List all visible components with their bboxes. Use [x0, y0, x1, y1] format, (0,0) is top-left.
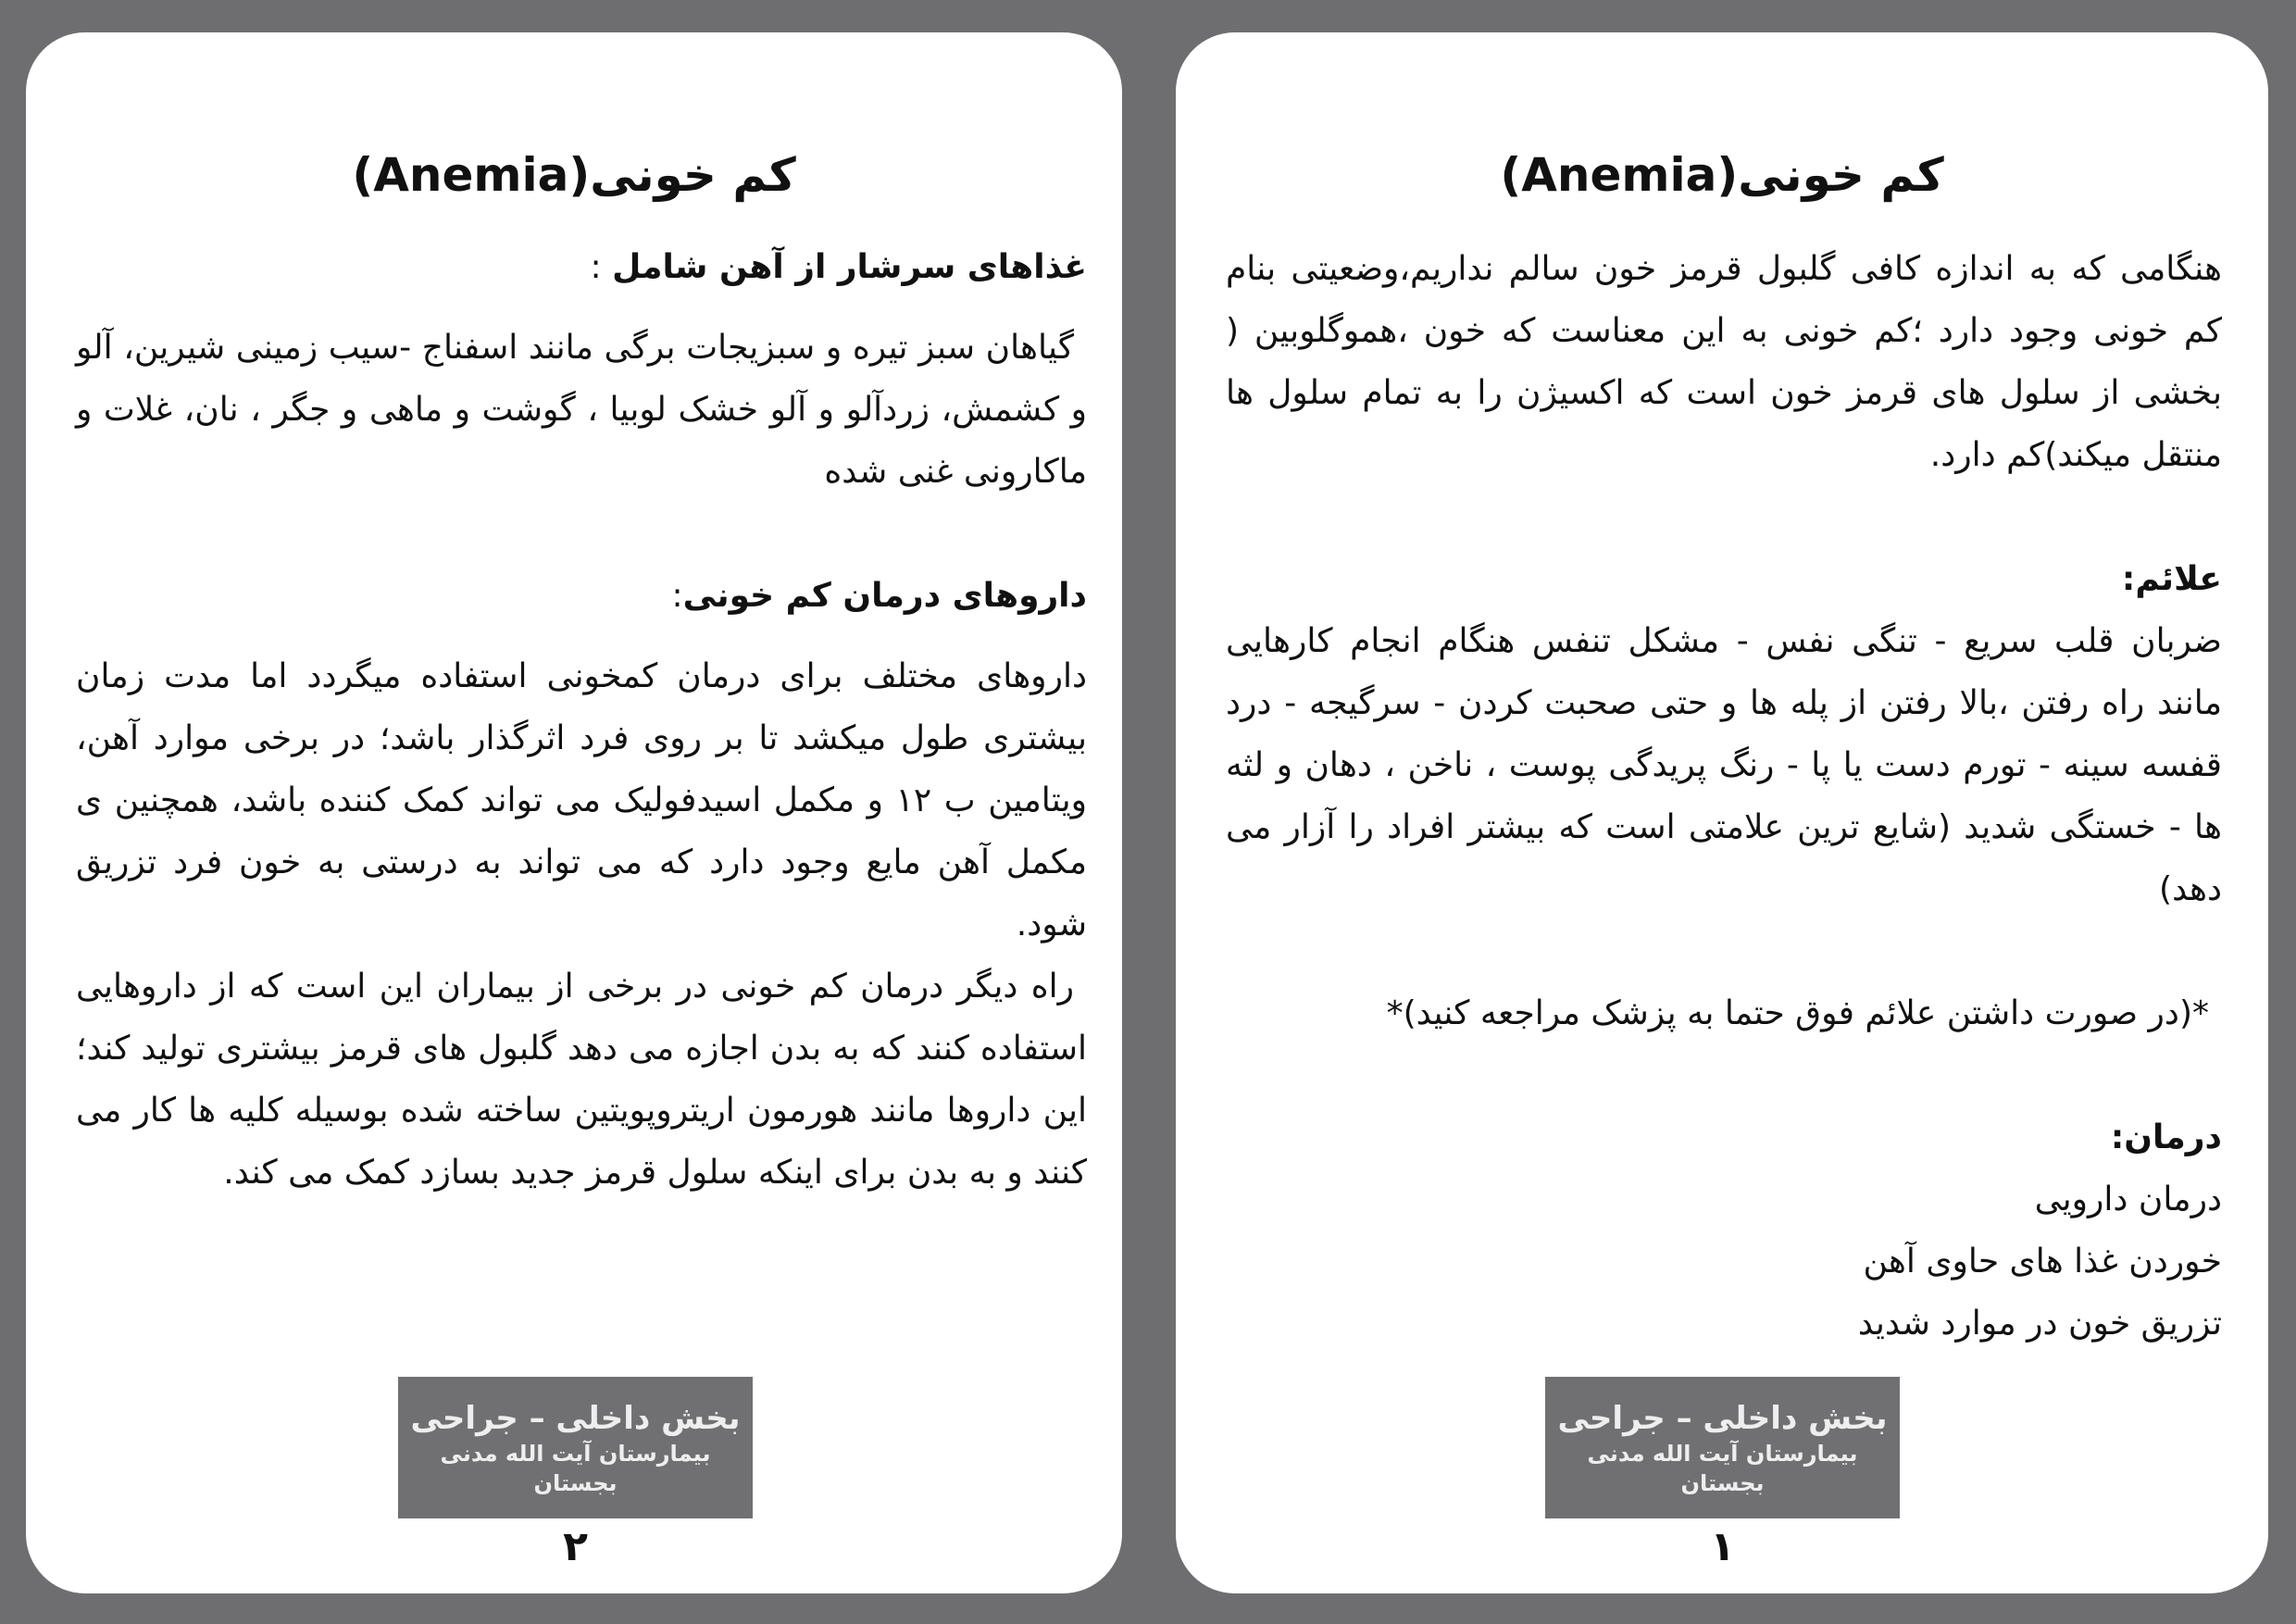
hospital-footer-box — [1545, 1377, 1900, 1518]
warning-note: *(در صورت داشتن علائم فوق حتما به پزشک مراجعه کنید)* — [1386, 994, 2209, 1032]
drugs-paragraph: داروهای مختلف برای درمان کمخونی استفاده میگردد اما مدت زمان بیشتری طول میکشد تا بر روی فرد اثرگذار باشد؛ در برخی موارد آهن، ویتامین ب ۱۲ و مکمل اسیدفولیک می تواند کمک کننده باشد، همچنین ی مکمل آهن مایع وجود دارد که می تواند به درستی به خون فرد تزریق شود. — [76, 657, 1087, 943]
drugs-colon: : — [671, 577, 683, 615]
department-label: بخش داخلی – جراحی — [1557, 1399, 1888, 1437]
page-1 — [1176, 32, 2268, 1593]
page-2-body — [76, 236, 1087, 1204]
hospital-name: بیمارستان آیت الله مدنی بجستان — [1587, 1440, 1858, 1496]
department-label: بخش داخلی – جراحی — [410, 1399, 741, 1437]
page-number: ۲ — [563, 1523, 588, 1570]
foods-heading: غذاهای سرشار از آهن شامل — [612, 248, 1087, 286]
foods-colon: : — [590, 248, 613, 286]
page-title: کم خونی(Anemia) — [352, 148, 796, 202]
page-1-body — [1226, 238, 2222, 1355]
treatment-heading: درمان: — [2110, 1118, 2222, 1156]
intro-paragraph: هنگامی که به اندازه کافی گلبول قرمز خون سالم نداریم،وضعیتی بنام کم خونی وجود دارد ؛کم خونی به این معناست که خون ،هموگلوبین ( بخشی از سلول های قرمز خون است که اکسیژن را به تمام سلول ها منتقل میکند)کم دارد. — [1226, 250, 2222, 474]
treatment-item: تزریق خون در موارد شدید — [1857, 1305, 2222, 1343]
page-2 — [26, 32, 1122, 1593]
foods-paragraph: گیاهان سبز تیره و سبزیجات برگی مانند اسفناج -سیب زمینی شیرین، آلو و کشمش، زردآلو و آلو خشک لوبیا ، گوشت و ماهی و جگر ، نان، غلات و ماکارونی غنی شده — [76, 329, 1087, 491]
symptoms-paragraph: ضربان قلب سریع - تنگی نفس - مشکل تنفس هنگام انجام کارهایی مانند راه رفتن ،بالا رفتن از پله ها و حتی صحبت کردن - سرگیجه - درد قفسه سینه - تورم دست یا پا - رنگ پریدگی پوست ، ناخن ، دهان و لثه ها - خستگی شدید (شایع ترین علامتی است که بیشتر افراد را آزار می دهد) — [1226, 622, 2222, 908]
page-title: کم خونی(Anemia) — [1500, 148, 1944, 202]
hospital-name: بیمارستان آیت الله مدنی بجستان — [440, 1440, 711, 1496]
symptoms-heading: علائم: — [2121, 560, 2222, 598]
treatment-item: درمان دارویی — [2034, 1181, 2222, 1218]
treatment-item: خوردن غذا های حاوی آهن — [1863, 1243, 2222, 1280]
other-treatment-paragraph: راه دیگر درمان کم خونی در برخی از بیماران این است که از داروهایی استفاده کنند که به بدن اجازه می دهد گلبول های قرمز بیشتری تولید کند؛ این داروها مانند هورمون اریتروپویتین ساخته شده بوسیله کلیه ها کار می کنند و به بدن برای اینکه سلول قرمز جدید بسازد کمک می کند. — [76, 968, 1087, 1192]
hospital-footer-box — [398, 1377, 753, 1518]
page-number: ۱ — [1710, 1523, 1735, 1570]
drugs-heading: داروهای درمان کم خونی — [682, 577, 1087, 615]
